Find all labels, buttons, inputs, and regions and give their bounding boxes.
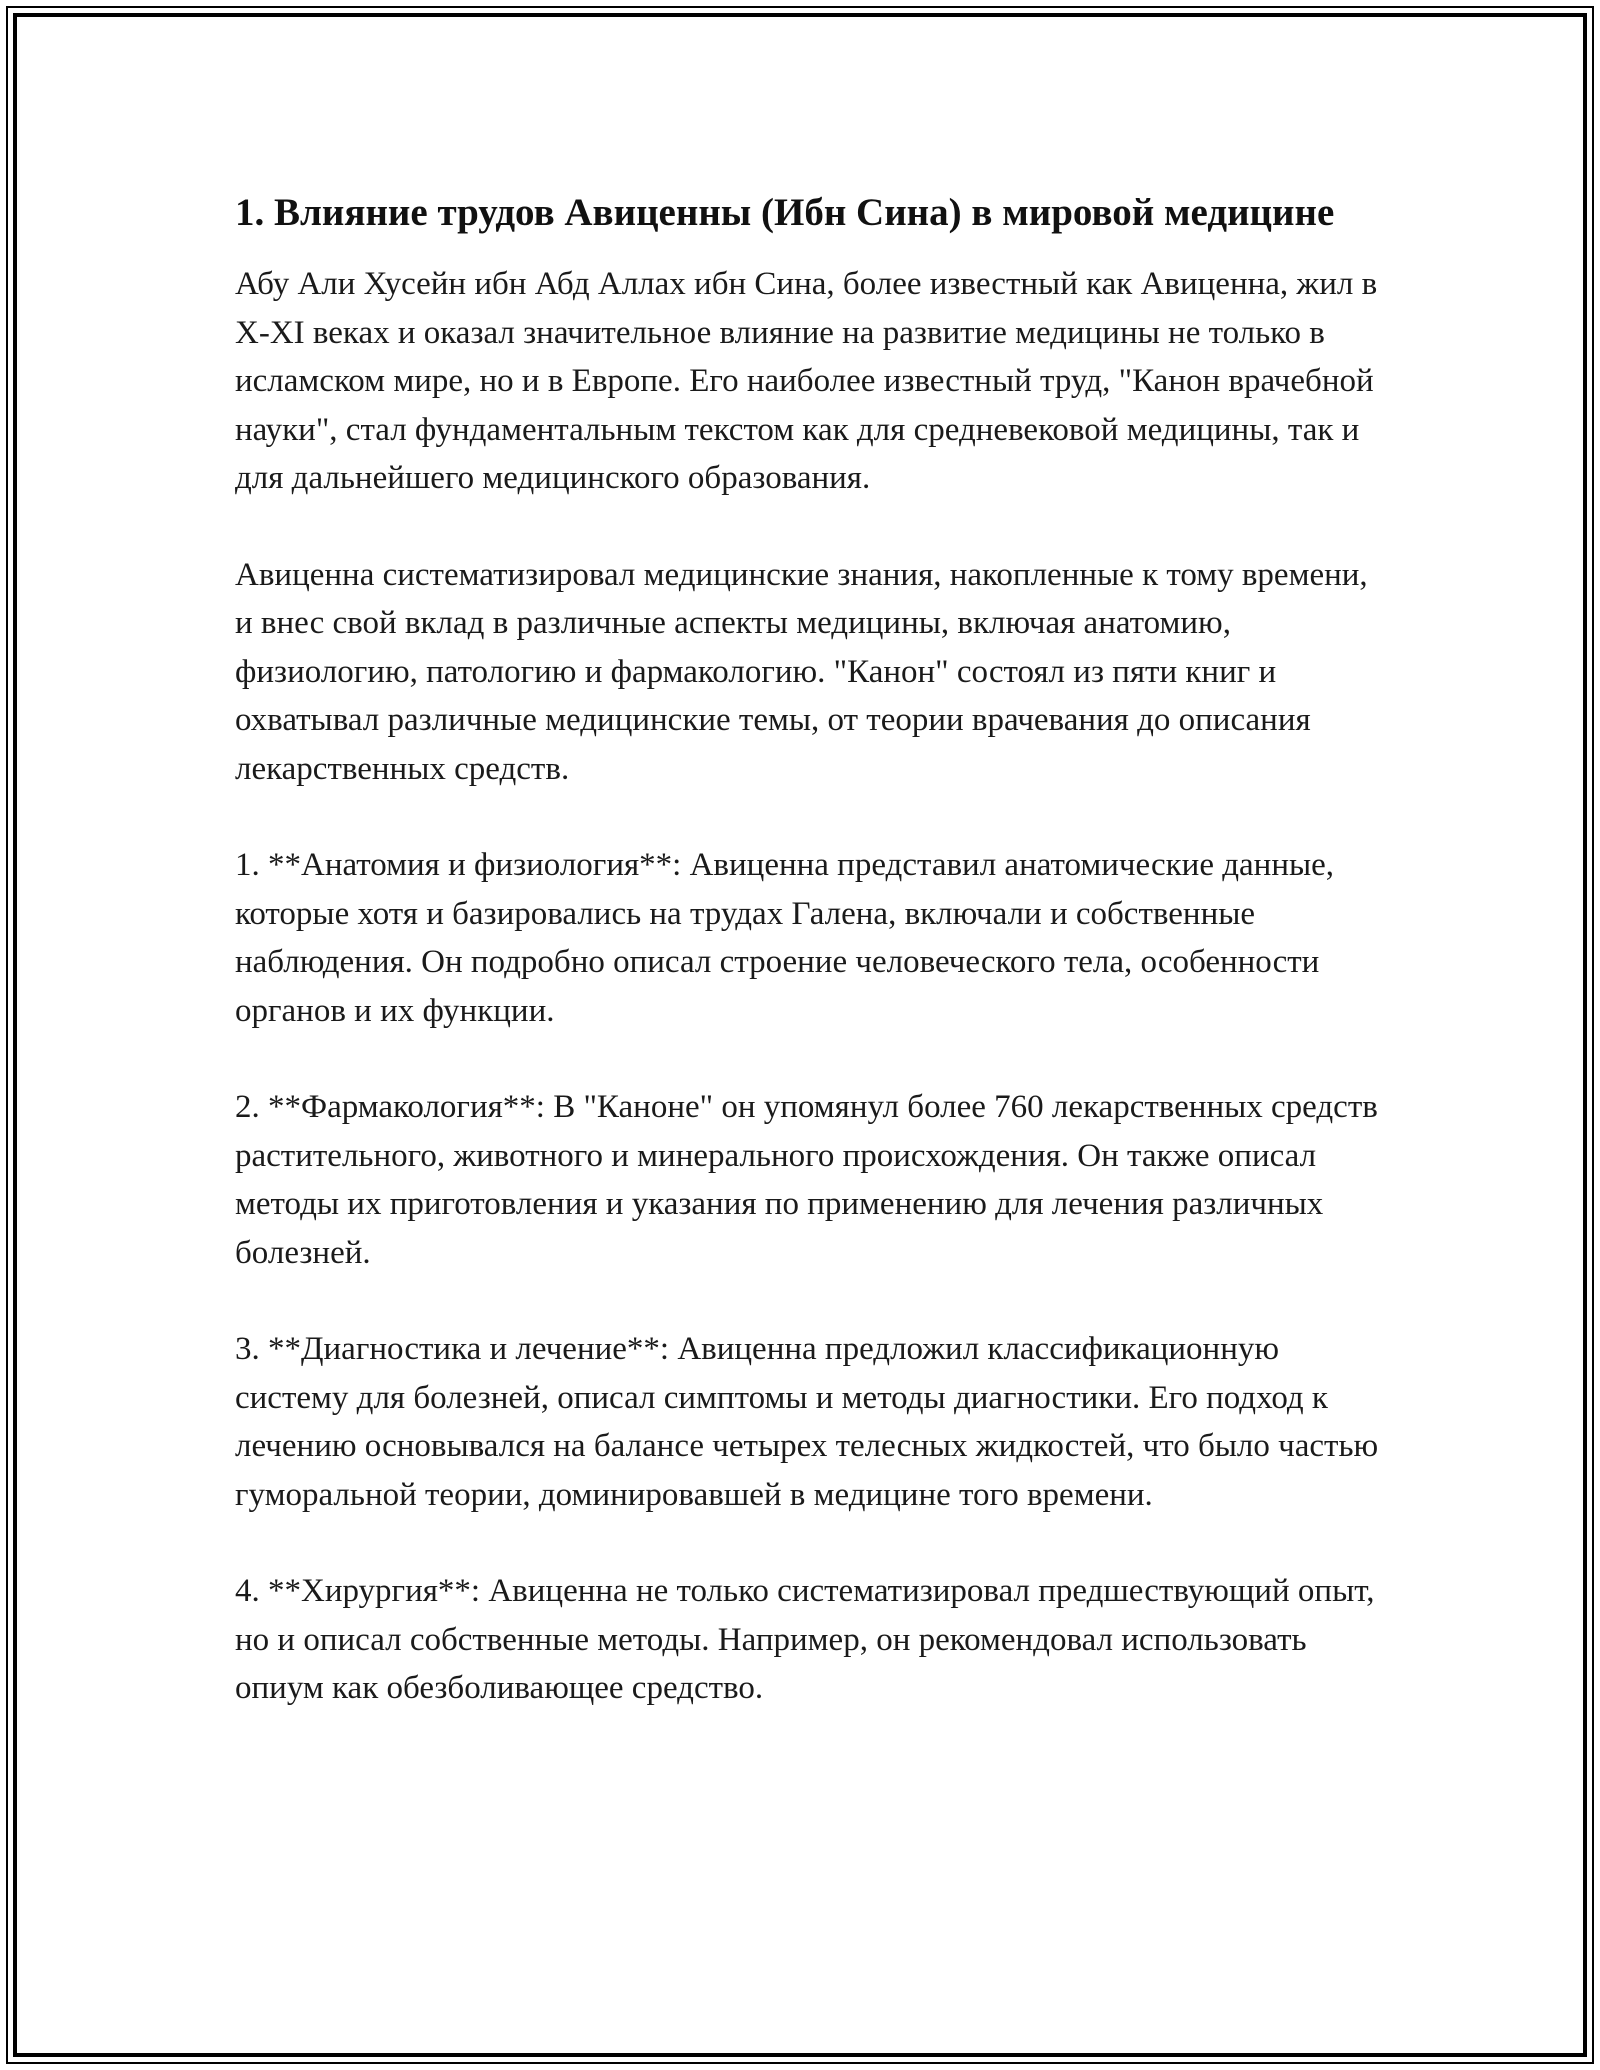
- list-item-surgery: 4. **Хирургия**: Авиценна не только систематизировал предшествующий опыт, но и описал собственные методы. Например, он рекомендовал использовать опиум как обезболивающее средство.: [235, 1573, 1375, 1706]
- paragraph-systematization: Авиценна систематизировал медицинские знания, накопленные к тому времени, и внес свой вклад в различные аспекты медицины, включая анатомию, физиологию, патологию и фармакологию. "Канон" состоял из пяти книг и охватывал различные медицинские темы, от теории врачевания до описания лекарственных средств.: [235, 556, 1368, 787]
- list-item-diagnostics: 3. **Диагностика и лечение**: Авиценна предложил классификационную систему для болезней, описал симптомы и методы диагностики. Его подход к лечению основывался на балансе четырех телесных жидкостей, что было частью гуморальной теории, доминировавшей в медицине того времени.: [235, 1331, 1379, 1513]
- paragraph-intro: Абу Али Хусейн ибн Абд Аллах ибн Сина, более известный как Авиценна, жил в X-XI веках и оказал значительное влияние на развитие медицины не только в исламском мире, но и в Европе. Его наиболее известный труд, "Канон врачебной науки", стал фундаментальным текстом как для средневековой медицины, так и для дальнейшего медицинского образования.: [235, 266, 1378, 496]
- document-title: 1. Влияние трудов Авиценны (Ибн Сина) в мировой медицине: [235, 191, 1335, 234]
- document-body: [235, 185, 1385, 1713]
- list-item-pharmacology: 2. **Фармакология**: В "Каноне" он упомянул более 760 лекарственных средств растительного, животного и минерального происхождения. Он также описал методы их приготовления и указания по применению для лечения различных болезней.: [235, 1089, 1378, 1271]
- list-item-anatomy: 1. **Анатомия и физиология**: Авиценна представил анатомические данные, которые хотя и базировались на трудах Галена, включали и собственные наблюдения. Он подробно описал строение человеческого тела, особенности органов и их функции.: [235, 847, 1335, 1029]
